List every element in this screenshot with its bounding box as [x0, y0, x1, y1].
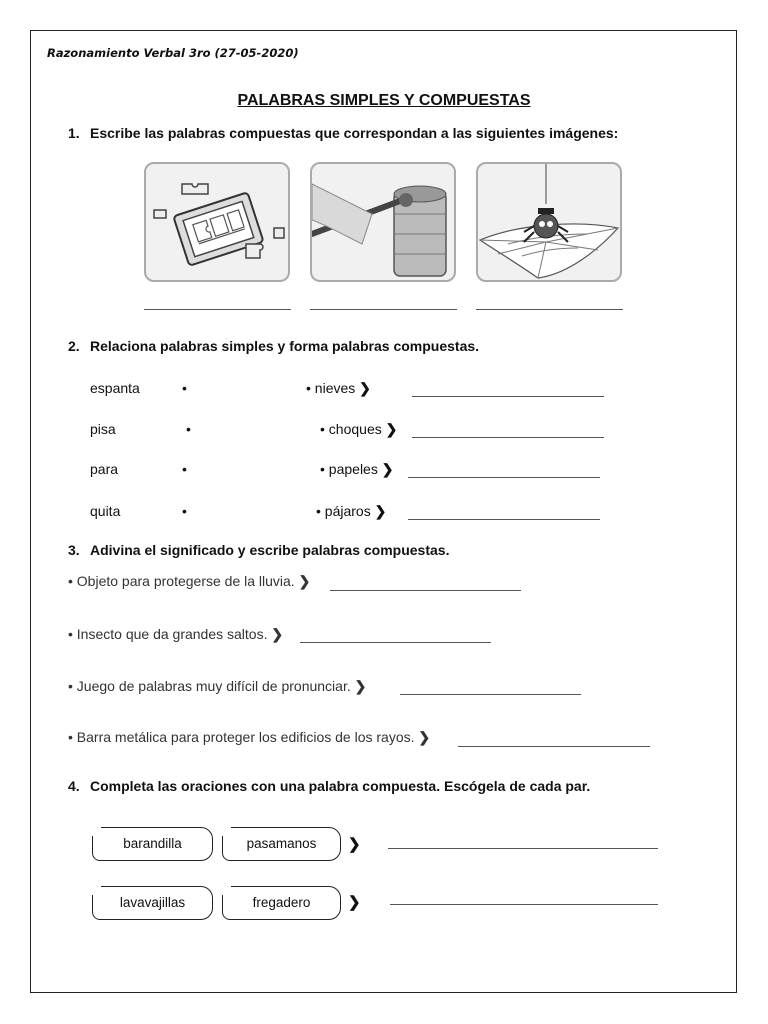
- answer-line-2d[interactable]: [408, 519, 600, 520]
- match-left-bullet-4[interactable]: •: [182, 503, 187, 519]
- riddle-3-text: • Juego de palabras muy difícil de pronunciar.: [68, 678, 351, 694]
- match-right-bullet-2[interactable]: •: [320, 421, 325, 437]
- match-left-bullet-2[interactable]: •: [186, 421, 191, 437]
- match-left-bullet-1[interactable]: •: [182, 380, 187, 396]
- can-opener-icon: [312, 164, 456, 282]
- match-left-2: pisa: [90, 421, 116, 437]
- match-right-word-1: nieves: [314, 380, 356, 396]
- match-right-1: [306, 380, 371, 397]
- arrow-icon: ❯: [298, 573, 311, 589]
- arrow-icon: ❯: [271, 626, 284, 642]
- question-4: [68, 778, 590, 794]
- riddle-2: [68, 626, 283, 643]
- arrow-icon: ❯: [348, 836, 361, 853]
- question-2-number: 2.: [68, 338, 80, 354]
- question-1: [68, 125, 618, 141]
- match-right-bullet-3[interactable]: •: [320, 461, 325, 477]
- match-right-word-4: pájaros: [324, 503, 371, 519]
- question-2: [68, 338, 479, 354]
- arrow-icon: ❯: [354, 678, 367, 694]
- question-2-text: Relaciona palabras simples y forma palabras compuestas.: [90, 338, 480, 354]
- match-right-4: [316, 503, 386, 520]
- question-3-text: Adivina el significado y escribe palabras compuestas.: [90, 542, 450, 558]
- spider-web-icon: [478, 164, 622, 282]
- question-3: [68, 542, 449, 558]
- match-left-1: espanta: [90, 380, 140, 396]
- riddle-4: [68, 729, 430, 746]
- match-right-word-2: choques: [328, 421, 382, 437]
- option-barandilla[interactable]: barandilla: [92, 827, 213, 861]
- match-right-bullet-4[interactable]: •: [316, 503, 321, 519]
- riddle-2-text: • Insecto que da grandes saltos.: [68, 626, 268, 642]
- answer-line-1a[interactable]: [144, 309, 291, 310]
- question-1-text: Escribe las palabras compuestas que correspondan a las siguientes imágenes:: [90, 125, 619, 141]
- page-title: PALABRAS SIMPLES Y COMPUESTAS: [237, 92, 531, 109]
- riddle-1-text: • Objeto para protegerse de la lluvia.: [68, 573, 295, 589]
- answer-line-3b[interactable]: [300, 642, 491, 643]
- answer-line-4b[interactable]: [390, 904, 658, 905]
- spider-image: [476, 162, 622, 282]
- answer-line-3d[interactable]: [458, 746, 650, 747]
- match-left-bullet-3[interactable]: •: [182, 461, 187, 477]
- arrow-icon: ❯: [374, 503, 387, 519]
- question-4-text: Completa las oraciones con una palabra compuesta. Escógela de cada par.: [90, 778, 591, 794]
- answer-line-4a[interactable]: [388, 848, 658, 849]
- match-left-4: quita: [90, 503, 121, 519]
- arrow-icon: ❯: [381, 461, 394, 477]
- match-right-2: [320, 421, 397, 438]
- header-note: Razonamiento Verbal 3ro (27-05-2020): [47, 46, 299, 60]
- question-1-number: 1.: [68, 125, 80, 141]
- answer-line-1b[interactable]: [310, 309, 457, 310]
- arrow-icon: ❯: [385, 421, 398, 437]
- option-fregadero[interactable]: fregadero: [222, 886, 341, 920]
- answer-line-2a[interactable]: [412, 396, 604, 397]
- match-left-3: para: [90, 461, 119, 477]
- match-right-bullet-1[interactable]: •: [306, 380, 311, 396]
- answer-line-3c[interactable]: [400, 694, 581, 695]
- question-4-number: 4.: [68, 778, 80, 794]
- can-opener-image: [310, 162, 456, 282]
- answer-line-1c[interactable]: [476, 309, 623, 310]
- answer-line-3a[interactable]: [330, 590, 521, 591]
- puzzle-icon: [146, 164, 290, 282]
- match-right-3: [320, 461, 393, 478]
- answer-line-2c[interactable]: [408, 477, 600, 478]
- arrow-icon: ❯: [348, 894, 361, 911]
- riddle-3: [68, 678, 366, 695]
- arrow-icon: ❯: [418, 729, 431, 745]
- match-right-word-3: papeles: [328, 461, 378, 477]
- option-pasamanos[interactable]: pasamanos: [222, 827, 341, 861]
- question-3-number: 3.: [68, 542, 80, 558]
- arrow-icon: ❯: [359, 380, 371, 396]
- answer-line-2b[interactable]: [412, 437, 604, 438]
- puzzle-image: [144, 162, 290, 282]
- riddle-4-text: • Barra metálica para proteger los edificios de los rayos.: [68, 729, 415, 745]
- riddle-1: [68, 573, 310, 590]
- option-lavavajillas[interactable]: lavavajillas: [92, 886, 213, 920]
